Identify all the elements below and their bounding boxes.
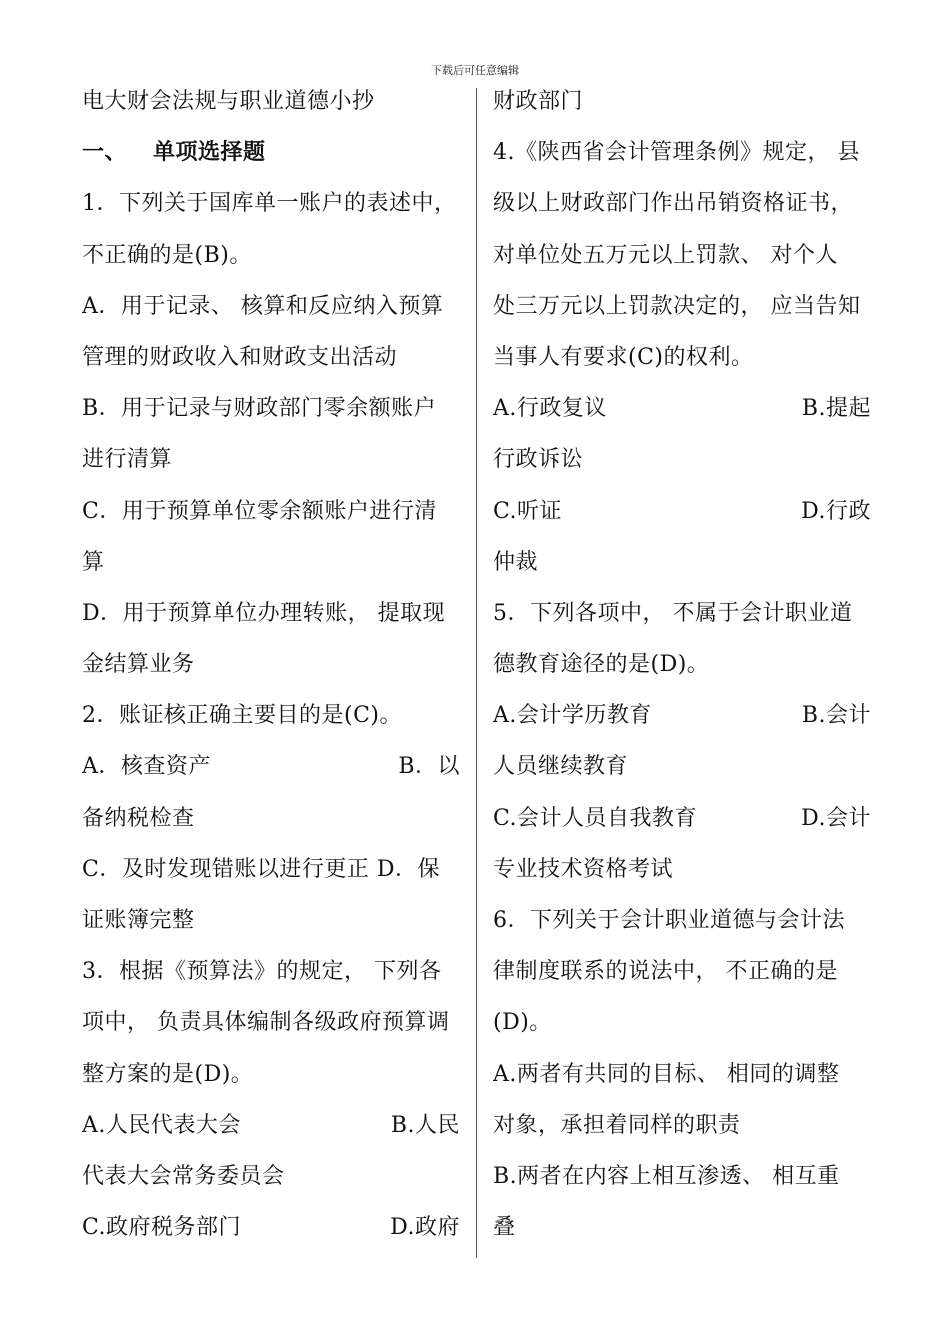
option-a-line: 管理的财政收入和财政支出活动 (82, 344, 398, 370)
question-6 (493, 895, 871, 1253)
option-cd-row (82, 1202, 460, 1253)
section-label: 单项选择题 (153, 140, 266, 166)
option-d-continuation: 财政部门 (493, 89, 584, 114)
option-b-line: B.两者在内容上相互渗透、 相互重 (493, 1163, 840, 1189)
question-stem-line: 不正确的是(B)。 (82, 242, 252, 268)
column-divider (476, 88, 477, 1258)
option-b-line: B．用于记录与财政部门零余额账户 (82, 396, 437, 422)
question-stem-line: 级以上财政部门作出吊销资格证书， (493, 191, 854, 217)
question-stem-line: 处三万元以上罚款决定的， 应当告知 (493, 293, 861, 319)
left-column (82, 76, 460, 1253)
document-title: 电大财会法规与职业道德小抄 (82, 89, 375, 114)
question-stem-line: 当事人有要求(C)的权利。 (493, 344, 754, 370)
right-column (493, 76, 871, 1253)
option-b: B．以 (398, 754, 460, 780)
option-b-continuation: 备纳税检查 (82, 805, 195, 831)
option-a: A.行政复议 (493, 396, 607, 422)
question-stem-line: 整方案的是(D)。 (82, 1061, 254, 1087)
option-ab-row (82, 741, 460, 792)
question-stem-line: 1．下列关于国库单一账户的表述中， (82, 191, 457, 217)
question-4 (493, 127, 871, 588)
option-c: C.会计人员自我教育 (493, 805, 698, 831)
option-ab-row (493, 690, 871, 741)
option-b: B.人民 (390, 1112, 460, 1138)
question-stem-line: 6．下列关于会计职业道德与会计法 (493, 908, 845, 933)
option-d-continuation: 证账簿完整 (82, 908, 195, 933)
question-stem-line: 3．根据《预算法》的规定， 下列各 (82, 959, 442, 985)
question-stem-line: 对单位处五万元以上罚款、 对个人 (493, 242, 838, 268)
question-stem-line: 4.《陕西省会计管理条例》规定， 县 (493, 140, 860, 166)
option-cd-row (493, 486, 871, 537)
option-d: D.会计 (801, 805, 871, 831)
section-number: 一、 (82, 140, 128, 166)
question-3 (82, 946, 460, 1253)
option-d: D.政府 (390, 1215, 460, 1241)
question-stem-line: 德教育途径的是(D)。 (493, 652, 710, 678)
option-cd-row (493, 793, 871, 844)
option-b: B.提起 (801, 396, 871, 422)
option-d-continuation: 仲裁 (493, 549, 539, 575)
option-d: D.行政 (801, 498, 871, 524)
option-c-line: 算 (82, 549, 105, 575)
option-ab-row (82, 1100, 460, 1151)
question-2 (82, 690, 460, 946)
option-b-continuation: 行政诉讼 (493, 447, 584, 473)
option-b: B.会计 (801, 703, 871, 729)
question-1 (82, 178, 460, 690)
option-d-line: D．用于预算单位办理转账， 提取现 (82, 600, 446, 626)
option-b-continuation: 代表大会常务委员会 (82, 1163, 285, 1189)
question-stem-line: (D)。 (493, 1010, 552, 1036)
option-a-line: A.两者有共同的目标、 相同的调整 (493, 1061, 840, 1087)
option-a-line: 对象，承担着同样的职责 (493, 1112, 741, 1138)
option-a: A.人民代表大会 (82, 1112, 241, 1138)
option-a: A.会计学历教育 (493, 703, 652, 729)
option-d-line: 金结算业务 (82, 652, 195, 678)
option-ab-row (493, 383, 871, 434)
option-cd-row: C．及时发现错账以进行更正 D．保 (82, 856, 440, 882)
option-c-line: C．用于预算单位零余额账户进行清 (82, 498, 437, 524)
section-heading (82, 127, 460, 178)
question-stem-line: 2．账证核正确主要目的是(C)。 (82, 703, 402, 729)
option-d-continuation: 专业技术资格考试 (493, 856, 674, 882)
question-stem-line: 5．下列各项中， 不属于会计职业道 (493, 600, 853, 626)
option-b-line: 叠 (493, 1215, 516, 1241)
question-5 (493, 588, 871, 895)
option-a: A．核查资产 (82, 754, 211, 780)
question-stem-line: 律制度联系的说法中， 不正确的是 (493, 959, 838, 985)
option-a-line: A．用于记录、 核算和反应纳入预算 (82, 293, 444, 319)
option-c: C.听证 (493, 498, 563, 524)
option-b-line: 进行清算 (82, 447, 173, 473)
question-stem-line: 项中， 负责具体编制各级政府预算调 (82, 1010, 450, 1036)
page-header: 下载后可任意编辑 (431, 64, 519, 77)
option-c: C.政府税务部门 (82, 1215, 242, 1241)
option-b-continuation: 人员继续教育 (493, 754, 629, 780)
